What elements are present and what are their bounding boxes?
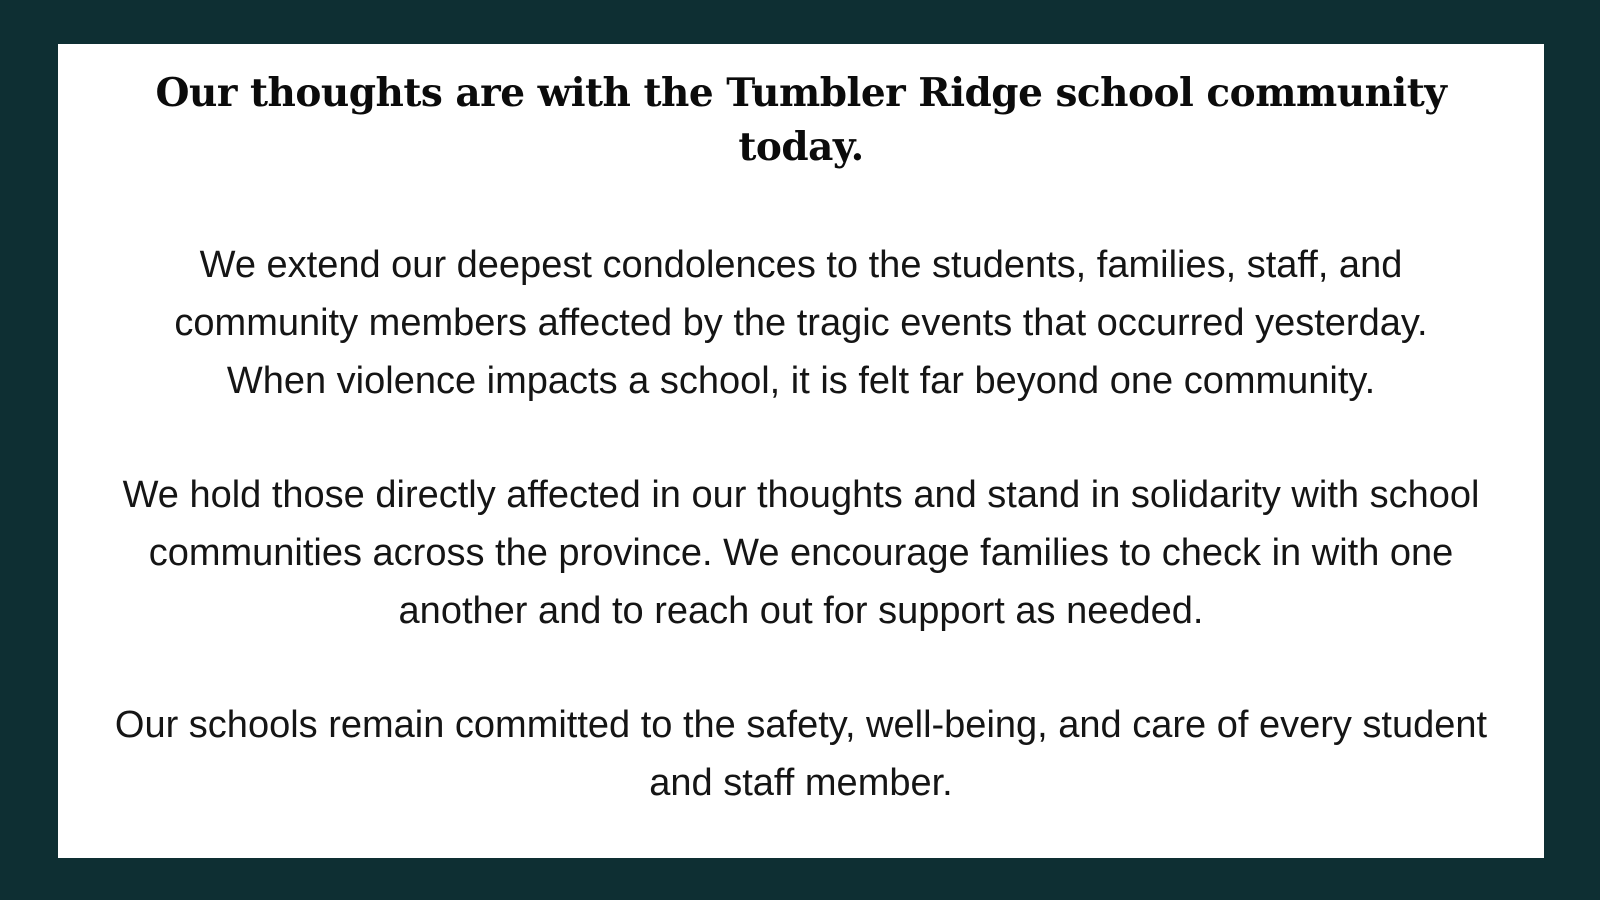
statement-heading: Our thoughts are with the Tumbler Ridge school community today. bbox=[155, 70, 1447, 170]
statement-paragraph-solidarity: We hold those directly affected in our thoughts and stand in solidarity with school communities across the province. We encourage families to check in with one another and to reach out for support as needed. bbox=[122, 474, 1480, 632]
statement-card bbox=[58, 44, 1544, 858]
statement-paragraph-commitment: Our schools remain committed to the safety, well-being, and care of every student and staff member. bbox=[114, 704, 1488, 804]
statement-paragraph-condolences: We extend our deepest condolences to the students, families, staff, and community members affected by the tragic events that occurred yesterday. When violence impacts a school, it is felt far beyond one community. bbox=[174, 244, 1428, 402]
